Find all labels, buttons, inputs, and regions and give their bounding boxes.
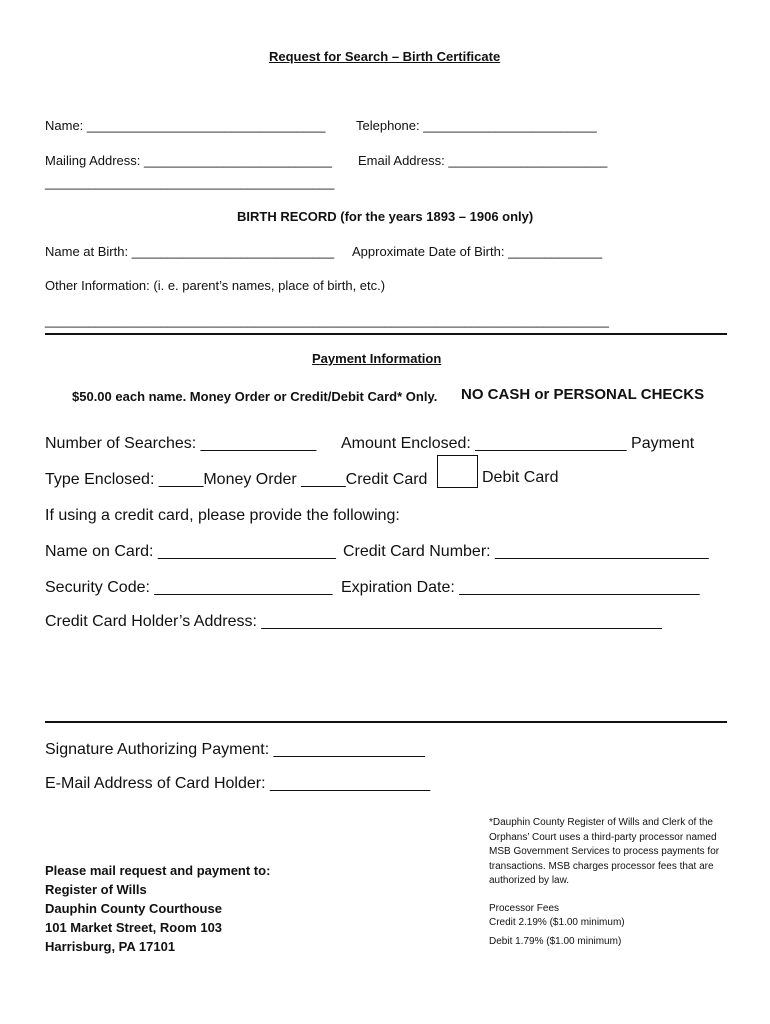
expiration-date-field[interactable]: Expiration Date: ___________________________ <box>341 579 700 596</box>
credit-card-number-field[interactable]: Credit Card Number: ________________________ <box>343 543 709 560</box>
debit-fee: Debit 1.79% ($1.00 minimum) <box>489 936 622 947</box>
mail-city: Harrisburg, PA 17101 <box>45 939 176 954</box>
mail-recipient: Register of Wills <box>45 882 147 897</box>
mailing-address-field[interactable]: Mailing Address: __________________________ <box>45 153 332 168</box>
processor-note: *Dauphin County Register of Wills and Clerk of the Orphans’ Court uses a third-party processor named MSB Government Services to process payments for transactions. MSB charges processor fees that are authorized by law. <box>489 817 720 886</box>
credit-card-prompt: If using a credit card, please provide the following: <box>45 507 400 524</box>
name-field[interactable]: Name: _________________________________ <box>45 118 326 133</box>
name-at-birth-field[interactable]: Name at Birth: ____________________________ <box>45 244 335 259</box>
name-on-card-field[interactable]: Name on Card: ____________________ <box>45 543 336 560</box>
credit-fee: Credit 2.19% ($1.00 minimum) <box>489 917 625 928</box>
other-info-line[interactable]: ______________________________________________________________________________ <box>45 313 609 328</box>
birth-record-heading: BIRTH RECORD (for the years 1893 – 1906 only) <box>237 209 534 224</box>
mailing-address-line-2[interactable]: ________________________________________ <box>45 175 335 190</box>
amount-enclosed-field[interactable]: Amount Enclosed: _________________ Payment <box>341 435 695 452</box>
no-cash-notice: NO CASH or PERSONAL CHECKS <box>461 386 705 403</box>
mail-instructions: Please mail request and payment to: <box>45 863 271 878</box>
card-holder-address-field[interactable]: Credit Card Holder’s Address: _____________________________________________ <box>45 613 662 630</box>
payment-heading: Payment Information <box>312 351 442 366</box>
other-info-label: Other Information: (i. e. parent’s names, place of birth, etc.) <box>45 278 386 293</box>
processor-fees-heading: Processor Fees <box>489 903 560 914</box>
page-title: Request for Search – Birth Certificate <box>269 49 501 64</box>
section-divider <box>45 333 727 335</box>
telephone-field[interactable]: Telephone: ________________________ <box>356 118 597 133</box>
number-of-searches-field[interactable]: Number of Searches: _____________ <box>45 435 317 452</box>
card-holder-email-field[interactable]: E-Mail Address of Card Holder: __________________ <box>45 775 431 792</box>
fee-text: $50.00 each name. Money Order or Credit/Debit Card* Only. <box>72 389 438 404</box>
mail-street: 101 Market Street, Room 103 <box>45 920 223 935</box>
security-code-field[interactable]: Security Code: ____________________ <box>45 579 333 596</box>
signature-field[interactable]: Signature Authorizing Payment: _________________ <box>45 741 425 758</box>
debit-card-label: Debit Card <box>482 469 559 486</box>
debit-card-checkbox[interactable] <box>437 455 478 488</box>
type-enclosed-field[interactable]: Type Enclosed: _____Money Order _____Credit Card <box>45 471 428 488</box>
section-divider-2 <box>45 721 727 723</box>
mail-building: Dauphin County Courthouse <box>45 901 222 916</box>
approx-date-field[interactable]: Approximate Date of Birth: _____________ <box>352 244 603 259</box>
email-address-field[interactable]: Email Address: ______________________ <box>358 153 608 168</box>
